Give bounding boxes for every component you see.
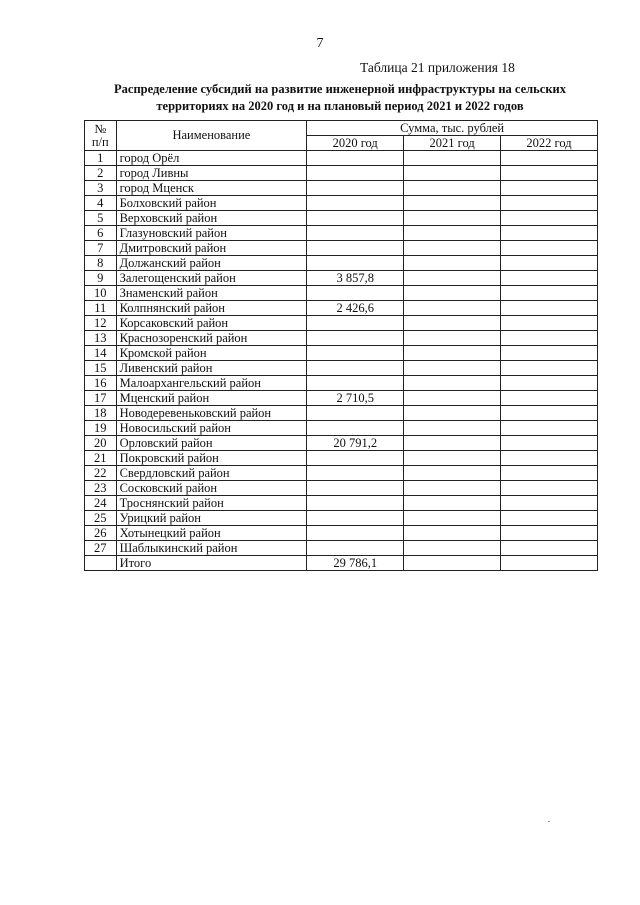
row-number: 18 [85,406,117,421]
subsidy-table [84,120,598,571]
row-sum-2022 [501,541,598,556]
row-sum-2022 [501,451,598,466]
row-sum-2020 [307,181,404,196]
table-row [85,256,598,271]
table-row [85,496,598,511]
row-sum-2022 [501,421,598,436]
row-sum-2021 [404,256,501,271]
row-number: 10 [85,286,117,301]
title-line-1: Распределение субсидий на развитие инженерной инфраструктуры на сельских [114,82,566,96]
row-name: Урицкий район [116,511,307,526]
row-sum-2020 [307,481,404,496]
row-name: Орловский район [116,436,307,451]
header-number-line1: № [94,121,107,136]
row-sum-2022 [501,151,598,166]
row-name: город Орёл [116,151,307,166]
total-sum-2021 [404,556,501,571]
row-sum-2021 [404,421,501,436]
title-line-2: территориях на 2020 год и на плановый период 2021 и 2022 годов [156,99,524,113]
document-title [100,81,580,115]
row-sum-2021 [404,466,501,481]
row-sum-2021 [404,346,501,361]
row-number: 20 [85,436,117,451]
row-sum-2022 [501,301,598,316]
row-sum-2020 [307,451,404,466]
table-row [85,211,598,226]
row-sum-2021 [404,226,501,241]
row-name: Знаменский район [116,286,307,301]
row-sum-2020 [307,361,404,376]
row-number: 8 [85,256,117,271]
row-name: Малоархангельский район [116,376,307,391]
page-number: 7 [316,36,324,51]
row-number: 11 [85,301,117,316]
row-sum-2022 [501,286,598,301]
table-row [85,526,598,541]
row-sum-2021 [404,181,501,196]
row-name: Дмитровский район [116,241,307,256]
row-name: Залегощенский район [116,271,307,286]
scan-mark [548,821,550,822]
row-number: 21 [85,451,117,466]
row-sum-2022 [501,226,598,241]
row-name: Покровский район [116,451,307,466]
row-sum-2020 [307,526,404,541]
row-number: 27 [85,541,117,556]
row-sum-2021 [404,496,501,511]
row-sum-2021 [404,301,501,316]
table-row [85,406,598,421]
header-row-1 [85,121,598,136]
row-number: 12 [85,316,117,331]
row-sum-2020 [307,511,404,526]
row-number: 3 [85,181,117,196]
row-name: Ливенский район [116,361,307,376]
row-name: Болховский район [116,196,307,211]
row-sum-2020 [307,541,404,556]
row-name: Верховский район [116,211,307,226]
row-name: Шаблыкинский район [116,541,307,556]
row-sum-2021 [404,526,501,541]
table-row [85,391,598,406]
row-sum-2021 [404,241,501,256]
table-row [85,196,598,211]
header-year-2021: 2021 год [404,136,501,151]
row-sum-2022 [501,331,598,346]
row-sum-2022 [501,526,598,541]
row-sum-2022 [501,481,598,496]
table-body [85,151,598,571]
row-number: 22 [85,466,117,481]
row-sum-2022 [501,166,598,181]
row-sum-2022 [501,271,598,286]
row-name: Кромской район [116,346,307,361]
row-sum-2020 [307,421,404,436]
table-row [85,481,598,496]
table-reference: Таблица 21 приложения 18 [360,60,515,75]
header-number [85,121,117,151]
row-sum-2021 [404,376,501,391]
row-number: 19 [85,421,117,436]
row-sum-2021 [404,331,501,346]
table-row [85,301,598,316]
table-row [85,331,598,346]
row-name: Свердловский район [116,466,307,481]
table-row [85,511,598,526]
row-number: 17 [85,391,117,406]
row-name: город Ливны [116,166,307,181]
row-sum-2020: 2 426,6 [307,301,404,316]
table-row [85,166,598,181]
row-sum-2020 [307,331,404,346]
row-number: 24 [85,496,117,511]
row-name: Глазуновский район [116,226,307,241]
row-number: 4 [85,196,117,211]
row-sum-2020 [307,166,404,181]
row-sum-2020 [307,286,404,301]
row-sum-2022 [501,361,598,376]
row-sum-2022 [501,496,598,511]
table-row [85,286,598,301]
row-sum-2020 [307,151,404,166]
row-sum-2020 [307,211,404,226]
row-number: 15 [85,361,117,376]
row-sum-2021 [404,211,501,226]
row-name: Корсаковский район [116,316,307,331]
row-number: 9 [85,271,117,286]
row-number: 16 [85,376,117,391]
table-row [85,376,598,391]
row-sum-2022 [501,211,598,226]
row-sum-2020 [307,241,404,256]
header-number-line2: п/п [91,134,109,149]
row-sum-2021 [404,286,501,301]
row-sum-2020: 2 710,5 [307,391,404,406]
row-sum-2021 [404,166,501,181]
row-sum-2020 [307,226,404,241]
row-sum-2021 [404,151,501,166]
table-row [85,436,598,451]
table-row [85,421,598,436]
row-number: 14 [85,346,117,361]
row-sum-2020 [307,196,404,211]
row-sum-2021 [404,196,501,211]
row-sum-2021 [404,391,501,406]
row-sum-2022 [501,511,598,526]
row-name: город Мценск [116,181,307,196]
table-row [85,181,598,196]
row-name: Хотынецкий район [116,526,307,541]
row-number: 1 [85,151,117,166]
row-number: 25 [85,511,117,526]
row-sum-2020 [307,496,404,511]
table-row [85,346,598,361]
row-sum-2022 [501,391,598,406]
row-sum-2020: 20 791,2 [307,436,404,451]
header-name: Наименование [116,121,307,151]
row-sum-2022 [501,256,598,271]
row-sum-2020 [307,406,404,421]
table-row [85,541,598,556]
header-sum-group: Сумма, тыс. рублей [307,121,598,136]
row-number: 13 [85,331,117,346]
total-row [85,556,598,571]
total-sum-2020: 29 786,1 [307,556,404,571]
row-name: Мценский район [116,391,307,406]
row-sum-2021 [404,511,501,526]
row-sum-2022 [501,436,598,451]
row-sum-2022 [501,346,598,361]
row-name: Новодеревеньковский район [116,406,307,421]
row-number: 7 [85,241,117,256]
row-sum-2022 [501,241,598,256]
row-number: 26 [85,526,117,541]
row-sum-2020 [307,376,404,391]
row-name: Сосковский район [116,481,307,496]
total-label: Итого [116,556,307,571]
row-sum-2020: 3 857,8 [307,271,404,286]
row-number: 5 [85,211,117,226]
row-name: Краснозоренский район [116,331,307,346]
row-sum-2020 [307,316,404,331]
row-sum-2022 [501,196,598,211]
header-year-2020: 2020 год [307,136,404,151]
row-sum-2020 [307,256,404,271]
row-sum-2022 [501,316,598,331]
row-number: 2 [85,166,117,181]
table-row [85,361,598,376]
row-sum-2022 [501,406,598,421]
total-sum-2022 [501,556,598,571]
table-row [85,316,598,331]
row-number: 6 [85,226,117,241]
table-row [85,226,598,241]
row-sum-2021 [404,316,501,331]
table-row [85,451,598,466]
row-sum-2021 [404,361,501,376]
table-row [85,151,598,166]
row-sum-2021 [404,406,501,421]
table-row [85,241,598,256]
row-sum-2021 [404,271,501,286]
total-number-empty [85,556,117,571]
row-sum-2022 [501,181,598,196]
row-number: 23 [85,481,117,496]
row-name: Должанский район [116,256,307,271]
row-sum-2020 [307,466,404,481]
row-sum-2021 [404,451,501,466]
row-sum-2022 [501,466,598,481]
row-name: Колпнянский район [116,301,307,316]
table-row [85,271,598,286]
row-sum-2021 [404,541,501,556]
row-name: Троснянский район [116,496,307,511]
row-sum-2021 [404,481,501,496]
row-sum-2022 [501,376,598,391]
row-sum-2020 [307,346,404,361]
row-sum-2021 [404,436,501,451]
header-year-2022: 2022 год [501,136,598,151]
table-row [85,466,598,481]
row-name: Новосильский район [116,421,307,436]
